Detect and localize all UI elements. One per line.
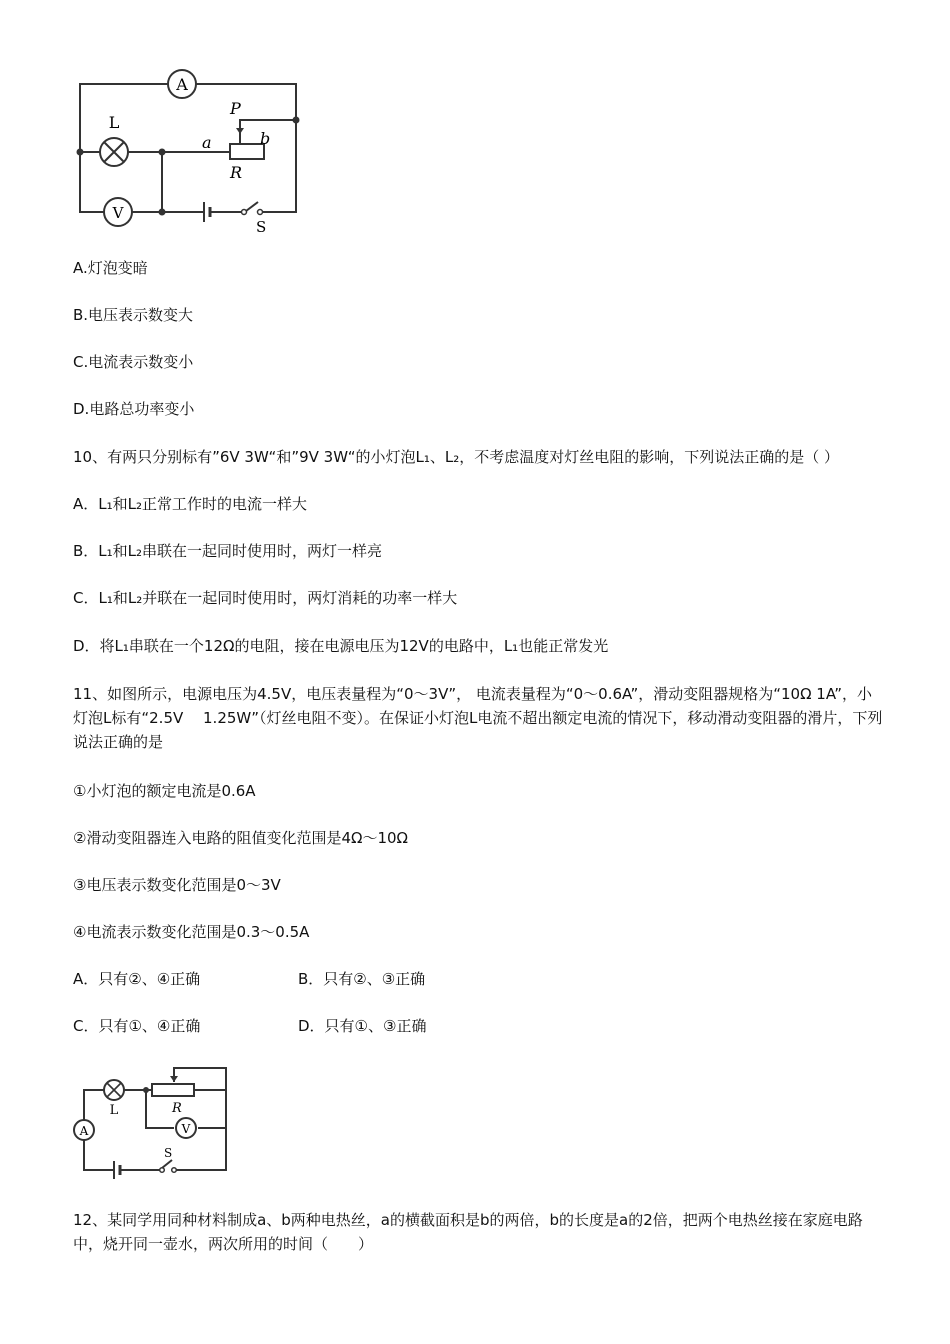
q10-option-a: A．L₁和L₂正常工作时的电流一样大 (73, 495, 308, 513)
q9-option-d: D.电路总功率变小 (73, 400, 195, 418)
battery-icon (114, 1161, 120, 1179)
q10-option-d: D．将L₁串联在一个12Ω的电阻，接在电源电压为12V的电路中，L₁也能正常发光 (73, 637, 609, 655)
voltmeter-label: V (112, 204, 124, 222)
lamp-label: L (108, 113, 120, 132)
q11-statement-4: ④电流表示数变化范围是0.3～0.5A (73, 923, 310, 941)
resistor-icon (152, 1084, 194, 1096)
circuit-diagram-1 (70, 62, 320, 234)
end-b-label: b (260, 129, 271, 148)
lamp-icon (100, 138, 128, 166)
switch-label: S (256, 218, 267, 234)
lamp-label: L (109, 1103, 119, 1118)
q11-stem: 11、如图所示，电源电压为4.5V，电压表量程为“0～3V”， 电流表量程为“0～0.6A”，滑动变阻器规格为“10Ω 1A”，小灯泡L标有“2.5V 1.25W”（灯丝电阻不变）。在保证小灯泡L电流不超出额定电流的情况下，移动滑动变阻器的滑片，下列说法正确的是 (73, 685, 883, 751)
end-a-label: a (202, 133, 212, 152)
resistor-icon (230, 144, 264, 159)
q11-option-d: D．只有①、③正确 (298, 1017, 427, 1035)
q11-option-a: A．只有②、④正确 (73, 970, 201, 988)
battery-icon (204, 202, 210, 222)
q11-statement-1: ①小灯泡的额定电流是0.6A (73, 782, 256, 800)
q9-option-b: B.电压表示数变大 (73, 306, 194, 324)
q11-statement-3: ③电压表示数变化范围是0～3V (73, 876, 281, 894)
q12-stem: 12、某同学用同种材料制成a、b两种电热丝，a的横截面积是b的两倍，b的长度是a的2倍，把两个电热丝接在家庭电路中，烧开同一壶水，两次所用的时间（ ） (73, 1211, 863, 1253)
q11-statement-2: ②滑动变阻器连入电路的阻值变化范围是4Ω～10Ω (73, 829, 409, 847)
switch-icon (160, 1160, 177, 1172)
switch-icon (242, 202, 263, 215)
resistor-label: R (230, 163, 243, 182)
q11-option-b: B．只有②、③正确 (298, 970, 426, 988)
voltmeter-label: V (181, 1122, 191, 1136)
q9-option-a: A.灯泡变暗 (73, 259, 148, 277)
q10-option-c: C．L₁和L₂并联在一起同时使用时，两灯消耗的功率一样大 (73, 589, 458, 607)
circuit-diagram-2 (70, 1060, 240, 1180)
q10-option-b: B．L₁和L₂串联在一起同时使用时，两灯一样亮 (73, 542, 383, 560)
ammeter-label: A (176, 75, 188, 94)
lamp-icon (104, 1080, 124, 1100)
ammeter-label: A (79, 1124, 89, 1138)
q11-option-c: C．只有①、④正确 (73, 1017, 201, 1035)
q9-option-c: C.电流表示数变小 (73, 353, 194, 371)
q10-stem: 10、有两只分别标有”6V 3W“和”9V 3W“的小灯泡L₁、L₂，不考虑温度对灯丝电阻的影响，下列说法正确的是（ ） (73, 448, 840, 466)
switch-label: S (164, 1146, 173, 1160)
slider-label: P (230, 99, 241, 118)
resistor-label: R (172, 1101, 182, 1116)
slider-arrow-icon (170, 1076, 178, 1082)
